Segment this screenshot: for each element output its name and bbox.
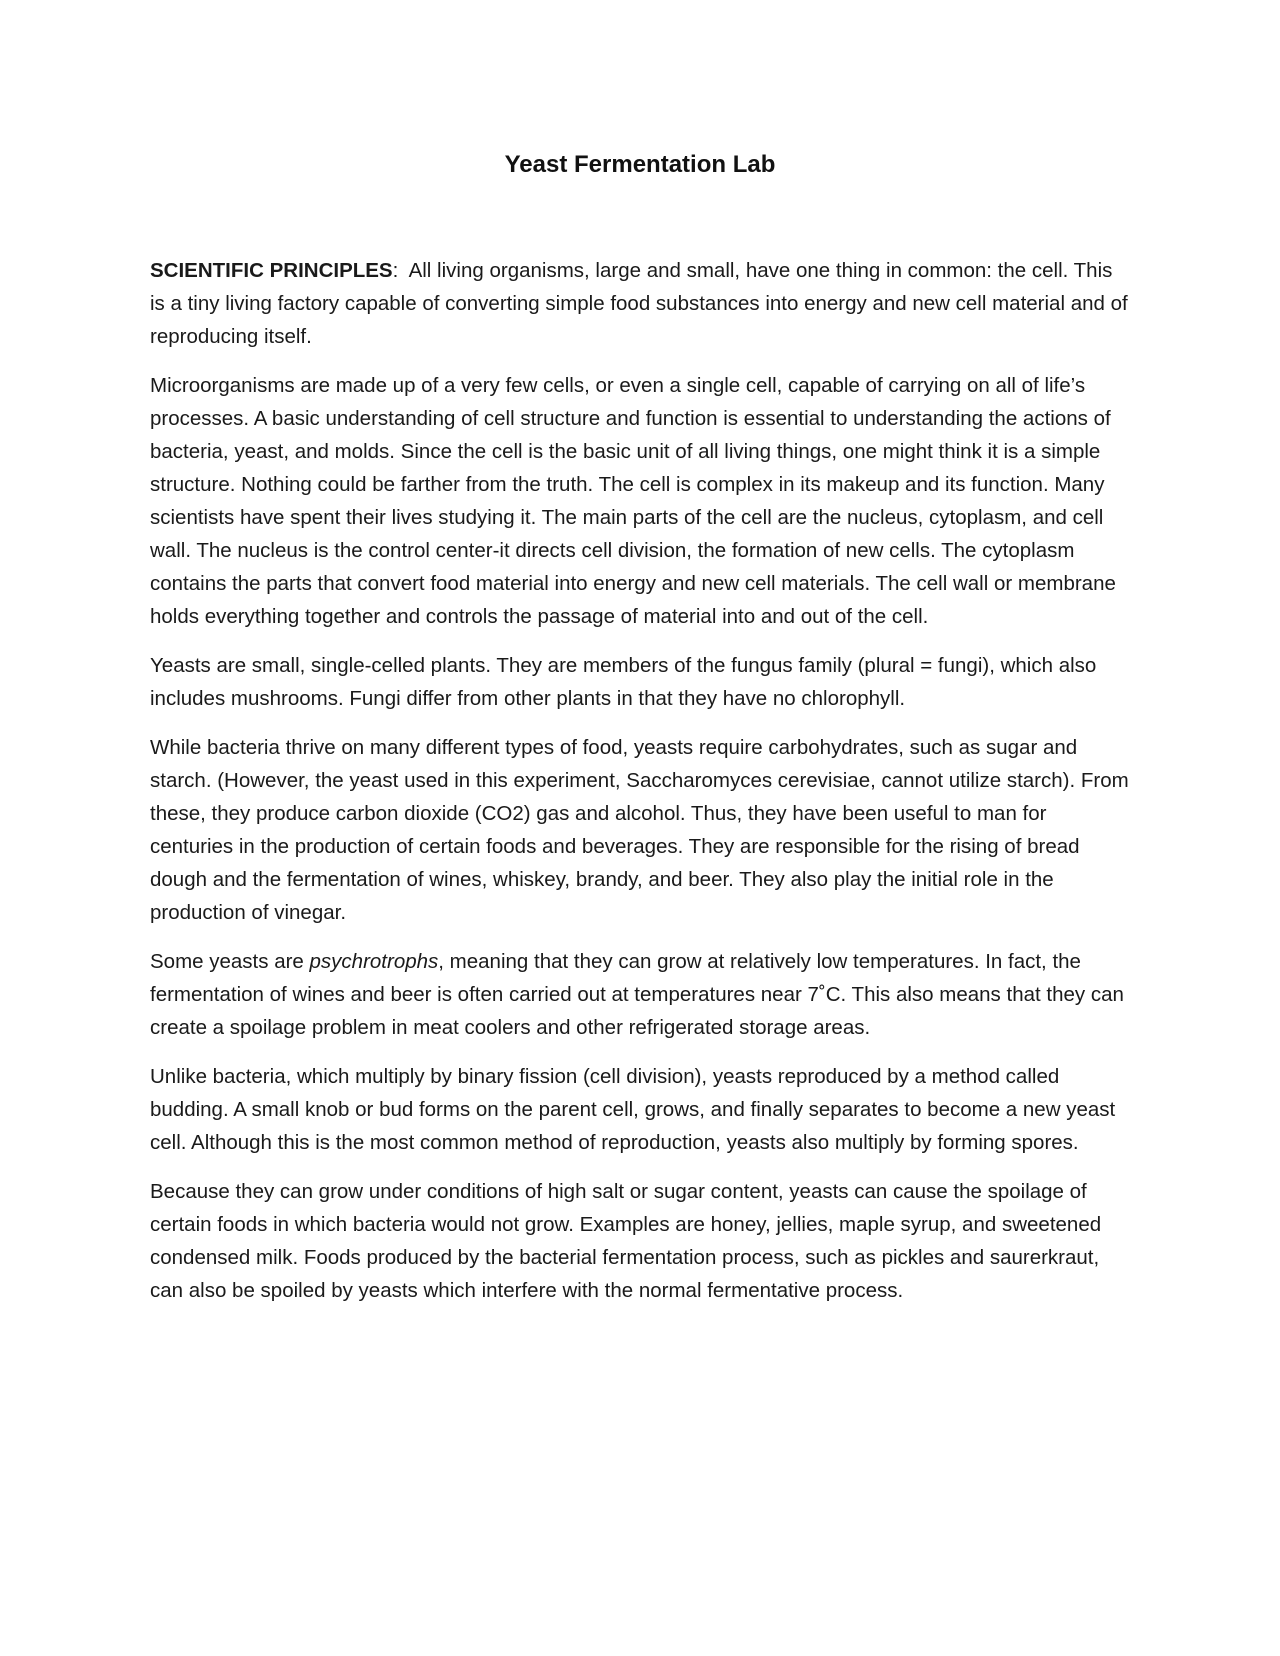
paragraph-text: All living organisms, large and small, have one thing in common: the cell. This is a tiny living factory capable of converting simple food substances into energy and new cell material and of reproducing itself. — [150, 259, 1128, 348]
paragraph-spoilage: Because they can grow under conditions of high salt or sugar content, yeasts can cause the spoilage of certain foods in which bacteria would not grow. Examples are honey, jellies, maple syrup, and sweetened condensed milk. Foods produced by the bacterial fermentation process, such as pickles and saurerkraut, can also be spoiled by yeasts which interfere with the normal fermentative process. — [150, 1180, 1102, 1302]
label-separator: : — [392, 259, 409, 282]
document-title: Yeast Fermentation Lab — [504, 151, 776, 178]
paragraph-microorganisms: Microorganisms are made up of a very few cells, or even a single cell, capable of carrying on all of life’s processes. A basic understanding of cell structure and function is essential to understanding the actions of bacteria, yeast, and molds. Since the cell is the basic unit of all living things, one might think it is a simple structure. Nothing could be farther from the truth. The cell is complex in its makeup and its function. Many scientists have spent their lives studying it. The main parts of the cell are the nucleus, cytoplasm, and cell wall. The nucleus is the control center-it directs cell division, the formation of new cells. The cytoplasm contains the parts that convert food material into energy and new cell materials. The cell wall or membrane holds everything together and controls the passage of material into and out of the cell. — [150, 374, 1116, 628]
section-label: SCIENTIFIC PRINCIPLES — [150, 259, 393, 282]
paragraph-psychrotrophs — [150, 945, 1130, 1044]
paragraph-budding: Unlike bacteria, which multiply by binary fission (cell division), yeasts reproduced by a method called budding. A small knob or bud forms on the parent cell, grows, and finally separates to become a new yeast cell. Although this is the most common method of reproduction, yeasts also multiply by forming spores. — [150, 1065, 1116, 1154]
paragraph-carbohydrates: While bacteria thrive on many different types of food, yeasts require carbohydrates, such as sugar and starch. (However, the yeast used in this experiment, Saccharomyces cerevisiae, cannot utilize starch). From these, they produce carbon dioxide (CO2) gas and alcohol. Thus, they have been useful to man for centuries in the production of certain foods and beverages. They are responsible for the rising of bread dough and the fermentation of wines, whiskey, brandy, and beer. They also play the initial role in the production of vinegar. — [150, 736, 1129, 924]
paragraph-text: Some yeasts are — [150, 950, 310, 973]
paragraph-text: , meaning that they can grow at relatively low temperatures. In fact, the fermentation of wines and beer is often carried out at temperatures near 7˚C. This also means that they can create a spoilage problem in meat coolers and other refrigerated storage areas. — [150, 950, 1124, 1039]
paragraph-scientific-principles — [150, 254, 1130, 353]
document-body — [150, 254, 1130, 1323]
italic-term: psychrotrophs — [309, 950, 439, 973]
paragraph-yeasts-fungi: Yeasts are small, single-celled plants. They are members of the fungus family (plural = fungi), which also includes mushrooms. Fungi differ from other plants in that they have no chlorophyll. — [150, 654, 1097, 710]
